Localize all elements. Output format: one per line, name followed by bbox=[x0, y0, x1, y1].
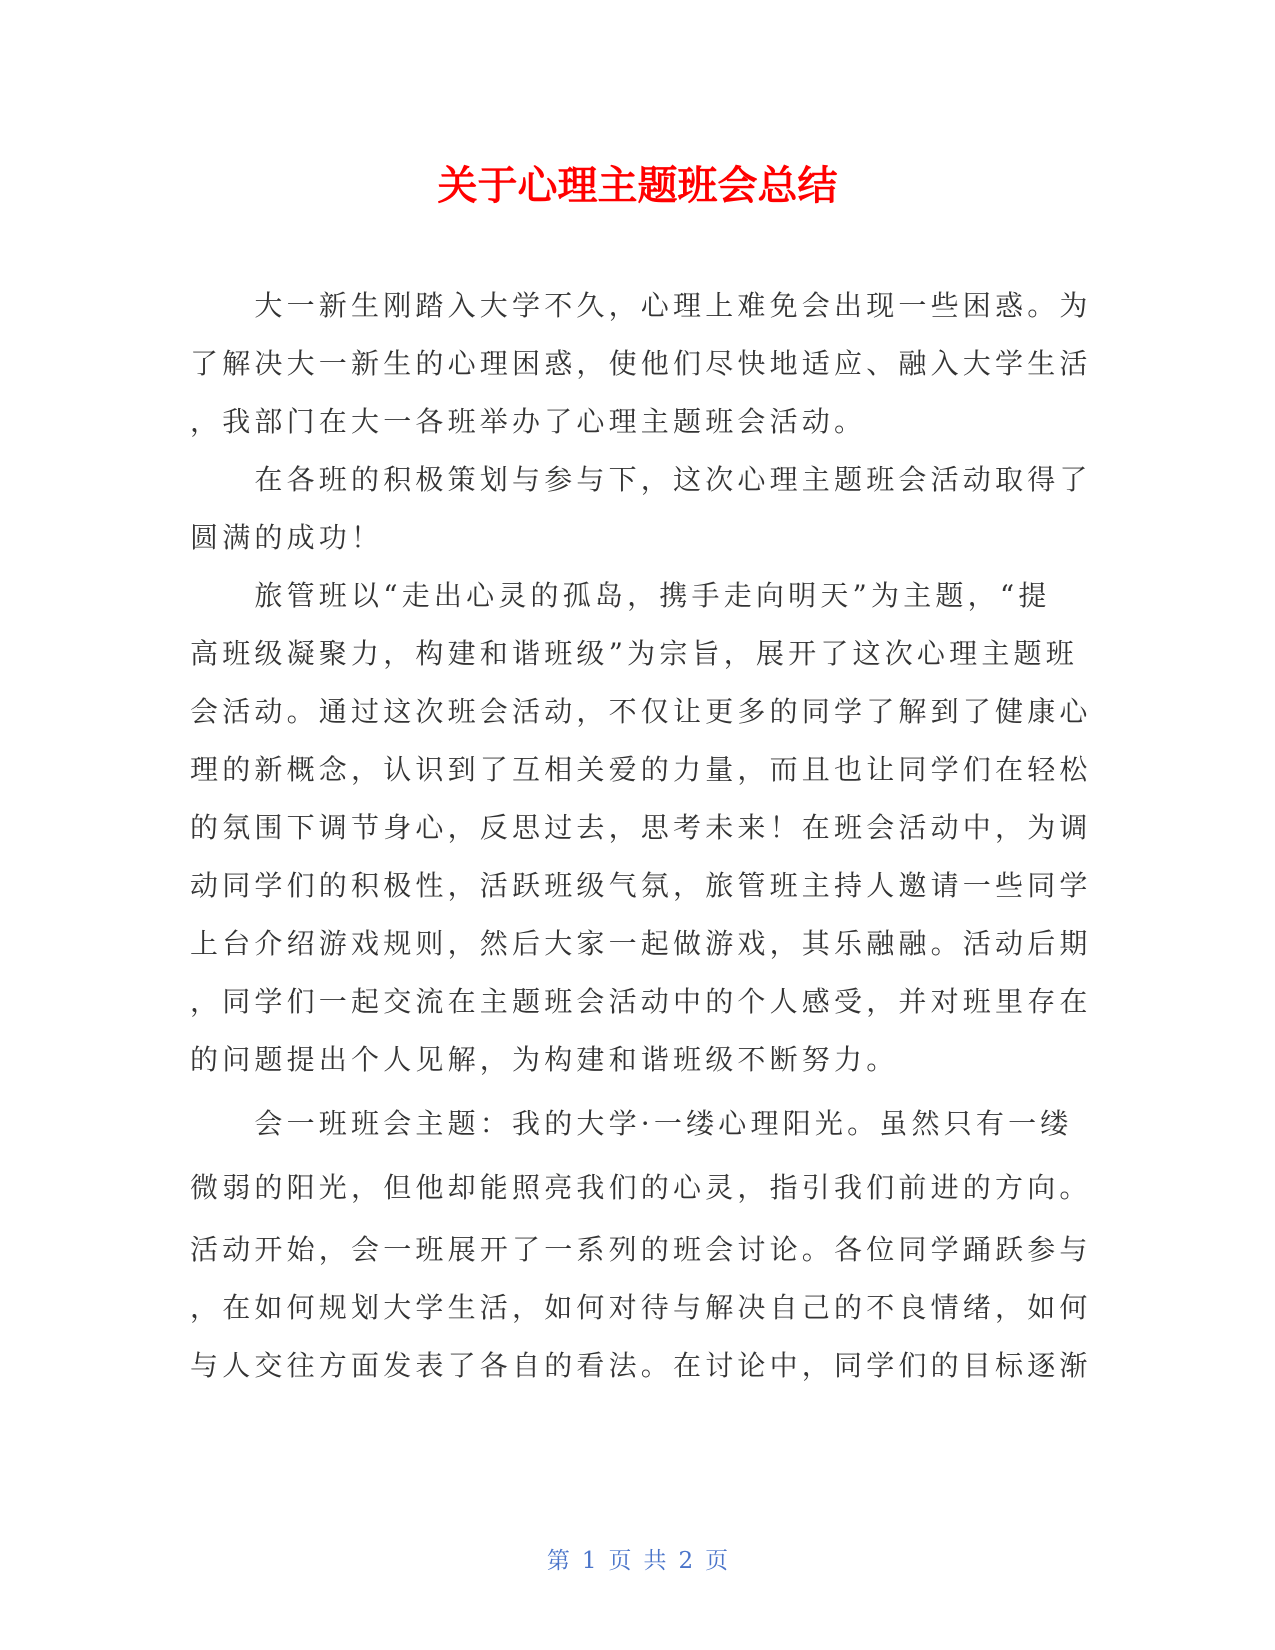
body-line: 了解决大一新生的心理困惑，使他们尽快地适应、融入大学生活 bbox=[190, 347, 1092, 380]
body-line: 与人交往方面发表了各自的看法。在讨论中，同学们的目标逐渐 bbox=[190, 1349, 1092, 1382]
body-line: 活动开始，会一班展开了一系列的班会讨论。各位同学踊跃参与 bbox=[190, 1233, 1092, 1266]
body-line: ，在如何规划大学生活，如何对待与解决自己的不良情绪，如何 bbox=[190, 1291, 1092, 1324]
body-line: 旅管班以“走出心灵的孤岛，携手走向明天”为主题，“提 bbox=[190, 579, 1051, 612]
body-line: 大一新生刚踏入大学不久，心理上难免会出现一些困惑。为 bbox=[190, 289, 1092, 322]
body-line: 在各班的积极策划与参与下，这次心理主题班会活动取得了 bbox=[190, 463, 1092, 496]
body-line: 的问题提出个人见解，为构建和谐班级不断努力。 bbox=[190, 1043, 899, 1076]
body-line: 上台介绍游戏规则，然后大家一起做游戏，其乐融融。活动后期 bbox=[190, 927, 1092, 960]
document-title: 关于心理主题班会总结 bbox=[437, 163, 838, 209]
page-suffix: 页 bbox=[705, 1548, 729, 1574]
page-prefix: 第 bbox=[546, 1548, 570, 1574]
body-line: 动同学们的积极性，活跃班级气氛，旅管班主持人邀请一些同学 bbox=[190, 869, 1092, 902]
body-line: 会活动。通过这次班会活动，不仅让更多的同学了解到了健康心 bbox=[190, 695, 1092, 728]
body-line: 理的新概念，认识到了互相关爱的力量，而且也让同学们在轻松 bbox=[190, 753, 1092, 786]
body-line: 的氛围下调节身心，反思过去，思考未来！在班会活动中，为调 bbox=[190, 811, 1092, 844]
page-number-footer bbox=[0, 1545, 1275, 1577]
body-line: 圆满的成功！ bbox=[190, 521, 384, 554]
body-line: ，同学们一起交流在主题班会活动中的个人感受，并对班里存在 bbox=[190, 985, 1092, 1018]
body-line: 微弱的阳光，但他却能照亮我们的心灵，指引我们前进的方向。 bbox=[190, 1171, 1092, 1204]
body-line: 会一班班会主题：我的大学·一缕心理阳光。虽然只有一缕 bbox=[190, 1107, 1073, 1140]
page-word: 页 bbox=[608, 1548, 632, 1574]
total-word: 共 bbox=[643, 1548, 667, 1574]
body-line: 高班级凝聚力，构建和谐班级”为宗旨，展开了这次心理主题班 bbox=[190, 637, 1078, 670]
current-page-number: 1 bbox=[581, 1548, 597, 1574]
body-line: ，我部门在大一各班举办了心理主题班会活动。 bbox=[190, 405, 867, 438]
total-pages-number: 2 bbox=[678, 1548, 694, 1574]
